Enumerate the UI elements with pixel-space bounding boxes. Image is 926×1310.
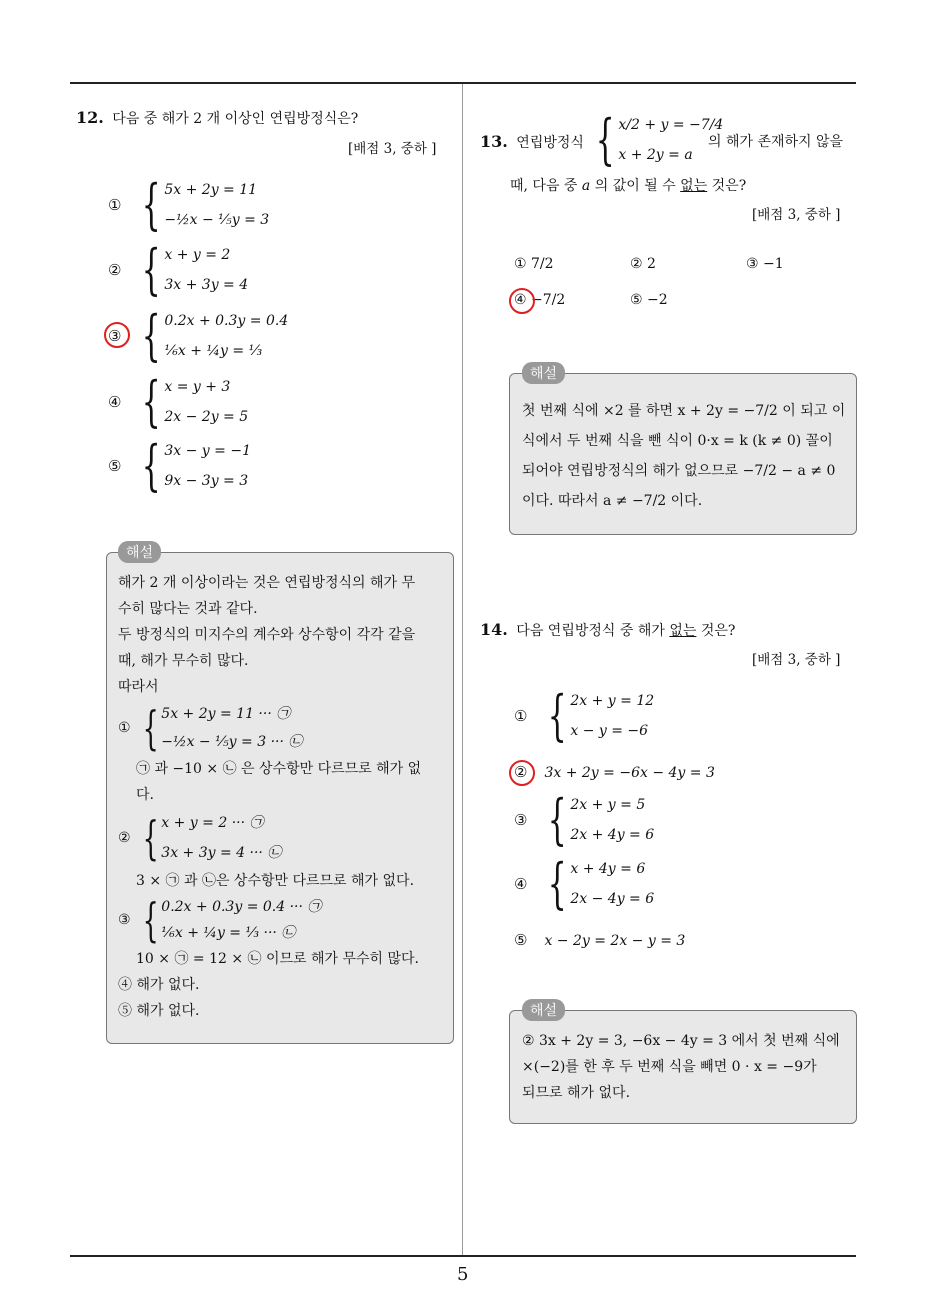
q12-option-3[interactable] <box>108 306 288 366</box>
q12-option-3-mark: ③ <box>108 327 122 345</box>
q12-option-5-eq2: 9x − 3y = 3 <box>164 473 249 489</box>
q14-option-5-mark: ⑤ <box>514 931 528 949</box>
q13-sol-l1: 첫 번째 식에 ×2 를 하면 x + 2y = −7/2 이 되고 이 <box>522 403 846 419</box>
q13-option-1-mark: ① <box>514 256 527 272</box>
q12-sol-p4: 때, 해가 무수히 많다. <box>118 653 249 669</box>
q13-solution-text <box>522 396 852 516</box>
q14-option-3-eq1: 2x + y = 5 <box>570 797 646 813</box>
q12-option-4-eq2: 2x − 2y = 5 <box>164 409 249 425</box>
q14-option-4-mark: ④ <box>514 875 528 893</box>
brace-icon: { <box>141 304 161 367</box>
answer-circle-icon <box>509 760 535 786</box>
q13-line2a: 때, 다음 중 <box>510 178 578 194</box>
q13-option-2-mark: ② <box>630 256 643 272</box>
q12-sol-p5: 따라서 <box>118 679 159 695</box>
q14-option-4[interactable] <box>514 854 654 914</box>
q14-option-3-mark: ③ <box>514 811 528 829</box>
q12-option-4[interactable] <box>108 372 248 432</box>
q12-option-1-eq2: −½x − ⅕y = 3 <box>164 212 270 228</box>
brace-icon: { <box>141 434 161 497</box>
brace-icon: { <box>547 684 567 747</box>
q12-sol-p2: 수히 많다는 것과 같다. <box>118 601 258 617</box>
q13-option-4-value: −7/2 <box>531 292 566 308</box>
q12-sol-s1-eq1: 5x + 2y = 11 ··· ㉠ <box>161 706 291 722</box>
q14-option-3-eq2: 2x + 4y = 6 <box>570 827 655 843</box>
q12-option-3-eq2: ⅙x + ¼y = ⅓ <box>164 343 263 359</box>
q14-text-underlined: 없는 <box>669 623 697 639</box>
q13-prefix: 연립방정식 <box>516 135 584 151</box>
q12-sol-s2-eq2: 3x + 3y = 4 ··· ㉡ <box>161 845 282 861</box>
answer-circle-icon <box>104 322 130 348</box>
q14-option-1-eq1: 2x + y = 12 <box>570 693 655 709</box>
q13-line2-underlined: 없는 <box>680 178 708 194</box>
q12-sol-p3: 두 방정식의 미지수의 계수와 상수항이 각각 같을 <box>118 627 416 643</box>
q14-option-4-eq1: x + 4y = 6 <box>570 861 646 877</box>
q14-option-1[interactable] <box>514 686 654 746</box>
q12-sol-s3-note: 10 × ㉠ = 12 × ㉡ 이므로 해가 무수히 많다. <box>136 951 420 967</box>
q13-option-1[interactable] <box>514 254 554 274</box>
q12-option-2-eq2: 3x + 3y = 4 <box>164 277 249 293</box>
q14-option-5[interactable] <box>514 930 685 951</box>
q14-option-2-eq: 3x + 2y = −6x − 4y = 3 <box>544 765 715 781</box>
q14-sol-l1: ② 3x + 2y = 3, −6x − 4y = 3 에서 첫 번째 식에 <box>522 1033 840 1049</box>
q12-number: 12. <box>76 108 104 127</box>
q13-option-3-mark: ③ <box>746 256 759 272</box>
q14-option-1-mark: ① <box>514 707 528 725</box>
q13-option-5[interactable] <box>630 290 668 310</box>
q12-option-5-mark: ⑤ <box>108 457 122 475</box>
q13-line2 <box>510 176 746 196</box>
q13-option-3-value: −1 <box>763 256 784 272</box>
q14-number: 14. <box>480 620 508 639</box>
brace-icon: { <box>141 370 161 433</box>
q14-option-2[interactable] <box>514 762 715 783</box>
q14-option-4-eq2: 2x − 4y = 6 <box>570 891 655 907</box>
q14-sol-l3: 되므로 해가 없다. <box>522 1085 631 1101</box>
q13-suffix: 의 해가 존재하지 않을 <box>708 134 844 150</box>
q12-sol-s2-note: 3 × ㉠ 과 ㉡은 상수항만 다르므로 해가 없다. <box>136 873 415 889</box>
q12-option-1-mark: ① <box>108 196 122 214</box>
q13-option-5-mark: ⑤ <box>630 292 643 308</box>
brace-icon: { <box>595 108 615 171</box>
q12-sol-s1-note2: 다. <box>136 787 154 803</box>
q12-option-2[interactable] <box>108 240 248 300</box>
q13-option-5-value: −2 <box>647 292 668 308</box>
q13-option-3[interactable] <box>746 254 784 274</box>
q12-solution-text: 해가 2 개 이상이라는 것은 연립방정식의 해가 무 수히 많다는 것과 같다. 두 방정식의 미지수의 계수와 상수항이 각각 같을 때, 해가 무수히 많다. 따라서 ① { 5x + 2y = 11 ··· ㉠ −½x − ⅕y = 3 ··· ㉡ ㉠ 과 −10 × ㉡ 은 상수항만 다르므로 해가 없 다. ② { x + y = 2 ··· ㉠ 3x + 3y = 4 ··· ㉡ 3 × ㉠ 과 ㉡은 상수항만 다르므로 해가 없다. ③ { 0.2x + 0.3y = 0.4 ··· ㉠ ⅙x + ¼y = ⅓ ··· ㉡ 10 × ㉠ = 12 × ㉡ 이므로 해가 무수히 많다. ④ 해가 없다. ⑤ 해가 없다. <box>118 570 448 1024</box>
q13-option-4-mark: ④ <box>514 292 527 308</box>
q12-sol-s3-eq1: 0.2x + 0.3y = 0.4 ··· ㉠ <box>161 899 322 915</box>
q12-sol-s1-eq2: −½x − ⅕y = 3 ··· ㉡ <box>161 734 303 750</box>
brace-icon: { <box>141 173 161 236</box>
brace-icon: { <box>141 238 161 301</box>
q13-sol-l3: 되어야 연립방정식의 해가 없으므로 −7/2 − a ≠ 0 <box>522 463 836 479</box>
q14-option-3[interactable] <box>514 790 654 850</box>
brace-icon: { <box>547 852 567 915</box>
q14-text-a: 다음 연립방정식 중 해가 <box>516 623 665 639</box>
q12-sol-s1-note1: ㉠ 과 −10 × ㉡ 은 상수항만 다르므로 해가 없 <box>136 761 422 777</box>
q14-option-1-eq2: x − y = −6 <box>570 723 649 739</box>
q12-solution-tag: 해설 <box>118 541 161 563</box>
q14-solution-text <box>522 1028 852 1106</box>
q12-option-5[interactable] <box>108 436 251 496</box>
q12-option-5-eq1: 3x − y = −1 <box>164 443 251 459</box>
q13-system <box>588 110 723 170</box>
q13-score: [배점 3, 중하 ] <box>752 207 841 223</box>
q13-option-2[interactable] <box>630 254 656 274</box>
q12-option-2-mark: ② <box>108 261 122 279</box>
q12-option-1[interactable] <box>108 175 269 235</box>
q12-sol-p1: 해가 2 개 이상이라는 것은 연립방정식의 해가 무 <box>118 575 416 591</box>
q13-eq1: x/2 + y = −7/4 <box>618 117 724 133</box>
q12-text: 다음 중 해가 2 개 이상인 연립방정식은? <box>112 111 359 127</box>
answer-circle-icon <box>509 288 535 314</box>
bottom-rule <box>70 1255 856 1257</box>
q12-sol-s4: ④ 해가 없다. <box>118 977 200 993</box>
q14-question <box>480 620 735 641</box>
q13-line2-var: a <box>581 178 591 194</box>
q13-eq2: x + 2y = a <box>618 147 693 163</box>
q13-sol-l4: 이다. 따라서 a ≠ −7/2 이다. <box>522 493 703 509</box>
q12-option-1-eq1: 5x + 2y = 11 <box>164 182 258 198</box>
column-divider <box>462 84 463 1256</box>
q12-score: [배점 3, 중하 ] <box>348 141 437 157</box>
q13-sol-l2: 식에서 두 번째 식을 뺀 식이 0·x = k (k ≠ 0) 꼴이 <box>522 433 833 449</box>
q13-solution-tag: 해설 <box>522 362 565 384</box>
q12-option-3-eq1: 0.2x + 0.3y = 0.4 <box>164 313 289 329</box>
q13-line2b: 의 값이 될 수 <box>594 178 676 194</box>
q12-option-4-eq1: x = y + 3 <box>164 379 231 395</box>
q14-solution-tag: 해설 <box>522 999 565 1021</box>
q13-option-2-value: 2 <box>647 256 656 272</box>
q13-option-1-value: 7/2 <box>531 256 554 272</box>
q14-text-b: 것은? <box>700 623 736 639</box>
page-number: 5 <box>457 1264 469 1285</box>
q13-number: 13. <box>480 132 508 151</box>
q14-score: [배점 3, 중하 ] <box>752 652 841 668</box>
q13-line2c: 것은? <box>711 178 747 194</box>
q12-question <box>76 108 358 129</box>
q14-sol-l2: ×(−2)를 한 후 두 번째 식을 빼면 0 · x = −9가 <box>522 1059 817 1075</box>
q12-option-2-eq1: x + y = 2 <box>164 247 231 263</box>
top-rule <box>70 82 856 84</box>
brace-icon: { <box>547 788 567 851</box>
q12-sol-s3-eq2: ⅙x + ¼y = ⅓ ··· ㉡ <box>161 925 296 941</box>
q12-sol-s2-eq1: x + y = 2 ··· ㉠ <box>161 815 264 831</box>
q14-option-5-eq: x − 2y = 2x − y = 3 <box>544 933 686 949</box>
q13-question <box>480 132 584 153</box>
q12-option-4-mark: ④ <box>108 393 122 411</box>
q12-sol-s5: ⑤ 해가 없다. <box>118 1003 200 1019</box>
q14-option-2-mark: ② <box>514 763 528 781</box>
